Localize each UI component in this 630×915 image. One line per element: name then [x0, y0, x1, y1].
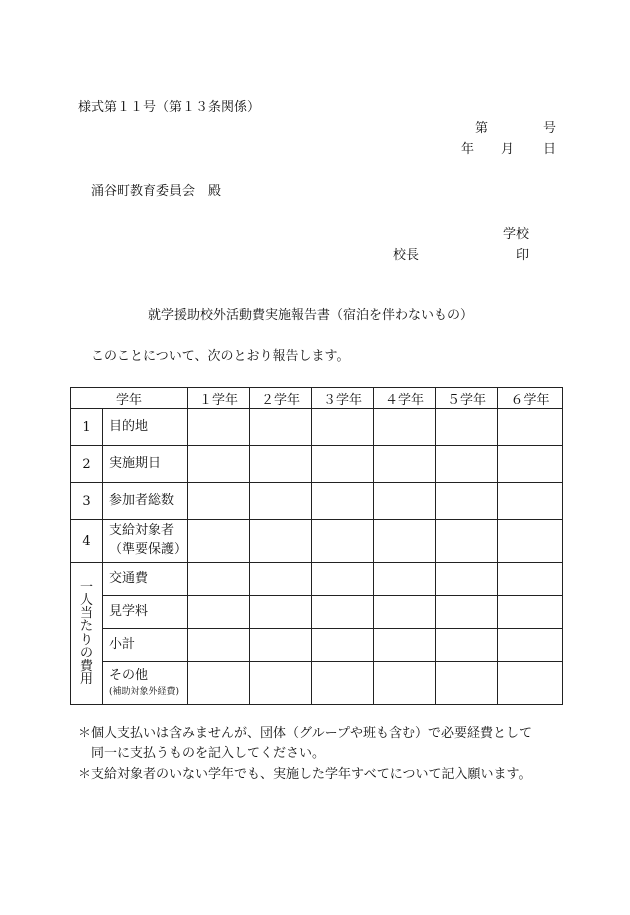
school-label: 学校: [503, 227, 530, 242]
table-cell[interactable]: [498, 629, 563, 662]
row-label-date: 実施期日: [103, 446, 188, 483]
note-line-1: ＊個人支払いは含みませんが、団体（グループや班も含む）で必要経費として: [78, 726, 532, 741]
grade-1-header: １学年: [188, 388, 250, 409]
per-person-char: 当: [79, 606, 93, 621]
per-person-char: 費: [79, 659, 93, 674]
table-cell[interactable]: [498, 563, 563, 596]
report-title: 就学援助校外活動費実施報告書（宿泊を伴わないもの）: [148, 308, 474, 323]
table-header-row: [71, 388, 563, 409]
intro-text: このことについて、次のとおり報告します。: [91, 349, 350, 364]
table-row: [71, 629, 563, 662]
per-person-char: 用: [79, 672, 93, 688]
table-cell[interactable]: [312, 596, 374, 629]
per-person-char: 人: [79, 592, 93, 608]
table-cell[interactable]: [188, 446, 250, 483]
table-cell[interactable]: [498, 446, 563, 483]
doc-number-go: 号: [543, 121, 557, 136]
form-number: 様式第１１号（第１３条関係）: [78, 100, 261, 115]
table-row: [71, 446, 563, 483]
grade-3-header: ３学年: [312, 388, 374, 409]
per-person-vertical-text: [71, 581, 102, 687]
table-cell[interactable]: [312, 446, 374, 483]
table-cell[interactable]: [374, 446, 436, 483]
eligible-sublabel: （準要保護）: [109, 542, 188, 557]
table-cell[interactable]: [436, 520, 498, 563]
per-person-char: り: [79, 632, 93, 648]
row-label-transport: 交通費: [103, 563, 188, 596]
table-cell[interactable]: [374, 409, 436, 446]
table-cell[interactable]: [374, 483, 436, 520]
report-table: [70, 387, 563, 705]
table-cell[interactable]: [374, 520, 436, 563]
row-label-subtotal: 小計: [103, 629, 188, 662]
table-cell[interactable]: [188, 629, 250, 662]
note-line-2: 同一に支払うものを記入してください。: [78, 746, 326, 761]
table-row: [71, 483, 563, 520]
table-cell[interactable]: [498, 483, 563, 520]
table-cell[interactable]: [436, 629, 498, 662]
grade-4-header: ４学年: [374, 388, 436, 409]
row-label-admission: 見学料: [103, 596, 188, 629]
date-day: 日: [543, 142, 557, 157]
date-month: 月: [501, 142, 515, 157]
per-person-char: た: [79, 619, 93, 635]
table-cell[interactable]: [436, 596, 498, 629]
table-cell[interactable]: [498, 662, 563, 705]
table-cell[interactable]: [498, 409, 563, 446]
table-cell[interactable]: [312, 563, 374, 596]
row-number: 1: [71, 409, 103, 446]
row-number: 2: [71, 446, 103, 483]
table-cell[interactable]: [374, 662, 436, 705]
table-cell[interactable]: [312, 662, 374, 705]
table-row: [71, 662, 563, 705]
table-cell[interactable]: [374, 563, 436, 596]
per-person-label: [71, 563, 103, 705]
other-label: その他: [109, 668, 149, 684]
table-cell[interactable]: [188, 409, 250, 446]
table-cell[interactable]: [250, 662, 312, 705]
table-cell[interactable]: [188, 483, 250, 520]
table-cell[interactable]: [374, 596, 436, 629]
table-cell[interactable]: [498, 596, 563, 629]
table-cell[interactable]: [250, 446, 312, 483]
table-cell[interactable]: [312, 409, 374, 446]
row-number: 3: [71, 483, 103, 520]
table-cell[interactable]: [312, 520, 374, 563]
table-cell[interactable]: [312, 629, 374, 662]
table-cell[interactable]: [250, 563, 312, 596]
row-number: 4: [71, 520, 103, 563]
table-cell[interactable]: [188, 596, 250, 629]
table-row: [71, 563, 563, 596]
table-cell[interactable]: [436, 662, 498, 705]
table-cell[interactable]: [436, 483, 498, 520]
table-cell[interactable]: [374, 629, 436, 662]
grade-6-header: ６学年: [498, 388, 563, 409]
table-cell[interactable]: [188, 662, 250, 705]
row-label-eligible: [103, 520, 188, 563]
table-cell[interactable]: [436, 446, 498, 483]
table-cell[interactable]: [188, 520, 250, 563]
doc-number-dai: 第: [475, 121, 489, 136]
date-year: 年: [461, 142, 475, 157]
grade-5-header: ５学年: [436, 388, 498, 409]
table-cell[interactable]: [250, 409, 312, 446]
table-cell[interactable]: [436, 563, 498, 596]
principal-label: 校長: [393, 248, 420, 263]
table-cell[interactable]: [250, 520, 312, 563]
table-cell[interactable]: [250, 596, 312, 629]
table-cell[interactable]: [498, 520, 563, 563]
per-person-char: 一: [79, 579, 93, 595]
table-cell[interactable]: [250, 629, 312, 662]
per-person-char: の: [79, 645, 93, 661]
other-sublabel: (補助対象外経費): [109, 686, 180, 697]
table-cell[interactable]: [250, 483, 312, 520]
table-cell[interactable]: [436, 409, 498, 446]
table-cell[interactable]: [188, 563, 250, 596]
table-row: [71, 596, 563, 629]
grade-header: 学年: [71, 388, 188, 409]
row-label-other: [103, 662, 188, 705]
grade-2-header: ２学年: [250, 388, 312, 409]
eligible-label: 支給対象者: [109, 523, 175, 539]
table-row: [71, 520, 563, 563]
row-label-participants: 参加者総数: [103, 483, 188, 520]
row-label-destination: 目的地: [103, 409, 188, 446]
addressee: 涌谷町教育委員会 殿: [91, 184, 222, 199]
table-cell[interactable]: [312, 483, 374, 520]
seal-label: 印: [516, 248, 530, 263]
note-line-3: ＊支給対象者のいない学年でも、実施した学年すべてについて記入願います。: [78, 767, 532, 782]
table-row: [71, 409, 563, 446]
